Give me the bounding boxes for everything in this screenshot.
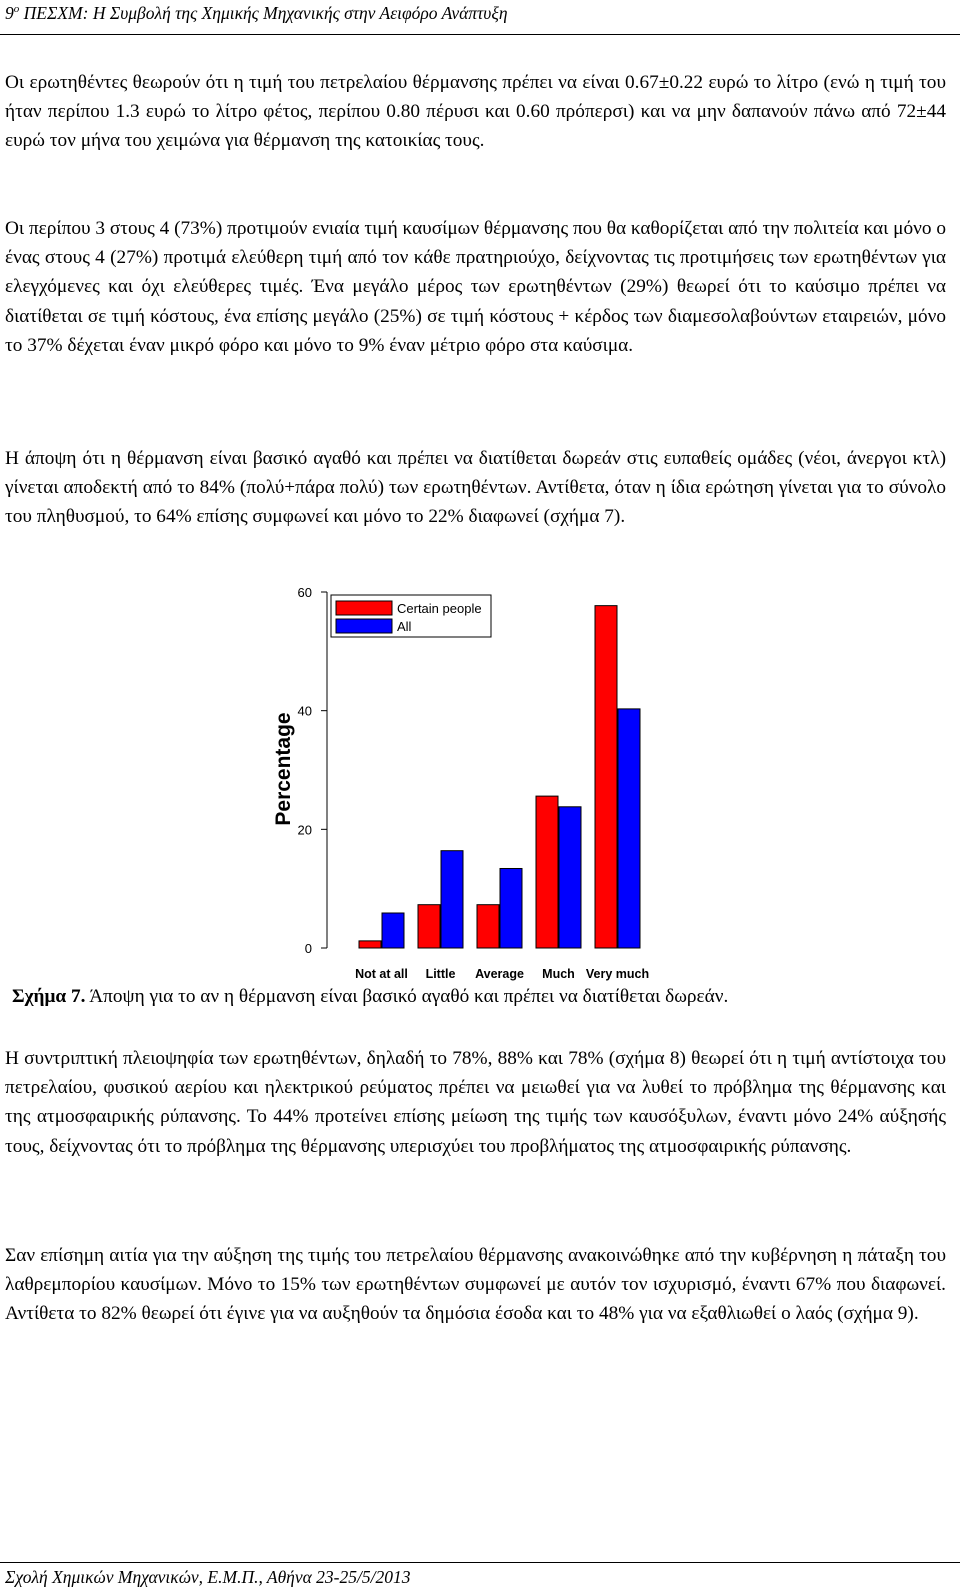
bar-all-1 bbox=[441, 851, 463, 948]
bar-certain-people-3 bbox=[536, 796, 558, 948]
legend-label-certain-people: Certain people bbox=[397, 601, 482, 616]
footer-rule bbox=[0, 1562, 960, 1563]
figure-7-caption bbox=[12, 986, 728, 1008]
bar-all-3 bbox=[559, 807, 581, 948]
paragraph-price-expectation: Οι ερωτηθέντες θεωρούν ότι η τιμή του πετρελαίου θέρμανσης πρέπει να είναι 0.67±0.22 ευρώ το λίτρο (ενώ η τιμή του ήταν περίπου 1.3 ευρώ το λίτρο φέτος, περίπου 0.80 πέρυσι και 0.60 πρόπερσι) και να μην δαπανούν πάνω από 72±44 ευρώ τον μήνα του χειμώνα για θέρμανση της κατοικίας τους. bbox=[5, 72, 946, 152]
legend-swatch-certain-people bbox=[336, 601, 392, 615]
figure-7-bar-chart bbox=[260, 575, 700, 987]
x-tick-labels bbox=[355, 967, 649, 981]
x-tick-label: Little bbox=[425, 967, 456, 981]
y-axis-label: Percentage bbox=[272, 712, 295, 826]
running-footer: Σχολή Χημικών Μηχανικών, Ε.Μ.Π., Αθήνα 23-25/5/2013 bbox=[5, 1567, 411, 1587]
bar-certain-people-4 bbox=[595, 606, 617, 948]
y-tick-label: 60 bbox=[297, 585, 312, 600]
ordinal-superscript: ο bbox=[13, 3, 20, 16]
running-header bbox=[5, 3, 508, 24]
legend-label-all: All bbox=[397, 619, 412, 634]
x-tick-label: Not at all bbox=[355, 967, 408, 981]
x-tick-label: Very much bbox=[585, 967, 650, 981]
y-tick-label: 20 bbox=[297, 822, 312, 838]
y-ticks bbox=[298, 585, 327, 956]
bar-all-2 bbox=[500, 868, 522, 948]
paragraph-official-reason: Σαν επίσημη αιτία για την αύξηση της τιμής του πετρελαίου θέρμανσης ανακοινώθηκε από την κυβέρνηση η πάταξη του λαθρεμπορίου καυσίμων. Μόνο το 15% των ερωτηθέντων συμφωνεί με αυτόν τον ισχυρισμό, έναντι 67% που διαφωνεί. Αντίθετα το 82% θεωρεί ότι έγινε για να αυξηθούν τα δημόσια έσοδα και το 48% για να εξαθλιωθεί ο λαός (σχήμα 9). bbox=[5, 1245, 946, 1325]
paragraph-price-preferences: Οι περίπου 3 στους 4 (73%) προτιμούν ενιαία τιμή καυσίμων θέρμανσης που θα καθορίζεται από την πολιτεία και μόνο ο ένας στους 4 (27%) προτιμά ελεύθερη τιμή από τον κάθε πρατηριούχο, δείχνοντας τις προτιμήσεις των ερωτηθέντων για ελεγχόμενες και όχι ελεύθερες τιμές. Ένα μεγάλο μέρος των ερωτηθέντων (29%) θεωρεί ότι το καύσιμο πρέπει να διατίθεται σε τιμή κόστους, ένα επίσης μεγάλο (25%) σε τιμή κόστους + κέρδος των διαμεσολαβούντων εταιρειών, μόνο το 37% δέχεται έναν μικρό φόρο και μόνο το 9% έναν μέτριο φόρο στα καύσιμα. bbox=[5, 218, 946, 356]
running-header-title: ΠΕΣΧΜ: Η Συμβολή της Χημικής Μηχανικής στην Αειφόρο Ανάπτυξη bbox=[19, 3, 508, 23]
chart-legend bbox=[331, 595, 491, 637]
header-rule bbox=[0, 34, 960, 35]
caption-text: Άποψη για το αν η θέρμανση είναι βασικό αγαθό και πρέπει να διατίθεται δωρεάν. bbox=[85, 986, 729, 1007]
legend-swatch-all bbox=[336, 619, 392, 633]
chart-bars bbox=[359, 606, 640, 948]
bar-certain-people-2 bbox=[477, 905, 499, 948]
bar-certain-people-1 bbox=[418, 905, 440, 948]
x-tick-label: Average bbox=[475, 967, 524, 981]
x-tick-label: Much bbox=[542, 967, 575, 981]
paragraph-price-reduction: Η συντριπτική πλειοψηφία των ερωτηθέντων, δηλαδή το 78%, 88% και 78% (σχήμα 8) θεωρεί ότι η τιμή αντίστοιχα του πετρελαίου, φυσικού αερίου και ηλεκτρικού ρεύματος πρέπει να μειωθεί για να λυθεί το πρόβλημα της θέρμανσης και της ατμοσφαιρικής ρύπανσης. Το 44% προτείνει επίσης μείωση της τιμής των καυσόξυλων, έναντι μόνο 24% αύξησής τους, δείχνοντας ότι το πρόβλημα της θέρμανσης υπερισχύει του προβλήματος της ατμοσφαιρικής ρύπανσης. bbox=[5, 1048, 946, 1157]
bar-certain-people-0 bbox=[359, 941, 381, 948]
conference-number: 9 bbox=[5, 3, 14, 23]
bar-all-0 bbox=[382, 913, 404, 948]
y-tick-label: 40 bbox=[297, 703, 312, 719]
caption-label: Σχήμα 7. bbox=[12, 986, 86, 1007]
bar-all-4 bbox=[618, 709, 640, 948]
paragraph-basic-good: Η άποψη ότι η θέρμανση είναι βασικό αγαθό και πρέπει να διατίθεται δωρεάν στις ευπαθείς ομάδες (νέοι, άνεργοι κτλ) γίνεται αποδεκτή από το 84% (πολύ+πάρα πολύ) των ερωτηθέντων. Αντίθετα, όταν η ίδια ερώτηση γίνεται για το σύνολο του πληθυσμού, το 64% επίσης συμφωνεί και μόνο το 22% διαφωνεί (σχήμα 7). bbox=[5, 448, 946, 528]
y-tick-label: 0 bbox=[304, 941, 312, 956]
